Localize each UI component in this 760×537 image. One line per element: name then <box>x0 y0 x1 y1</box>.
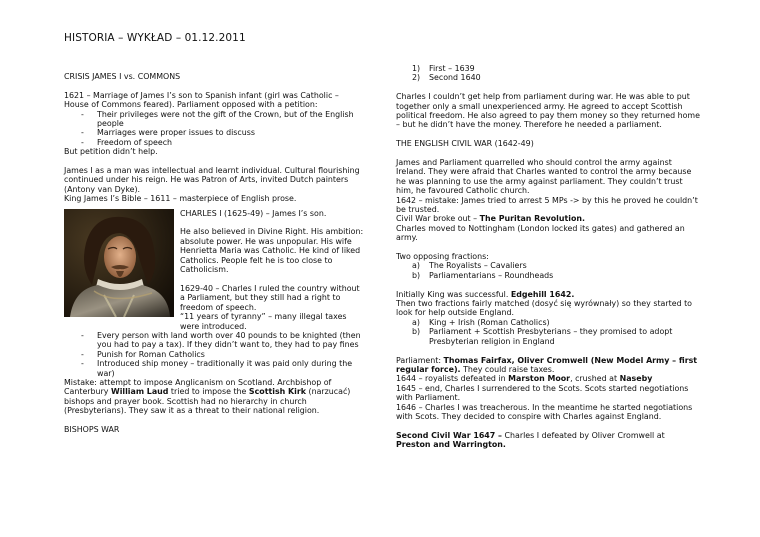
paragraph-treacherous: 1646 – Charles I was treacherous. In the meantime he started negotiations with Scots. They decided to conspire with Charles against England. <box>396 402 693 421</box>
paragraph-bible: King James I’s Bible – 1611 – masterpiece of English prose. <box>64 194 297 204</box>
paragraph-arrest: 1642 – mistake: James tried to arrest 5 MPs -> by this he proved he couldn’t be trusted. <box>396 195 698 215</box>
paragraph-edgehill: Initially King was successful. Edgehill 1642. <box>396 289 575 299</box>
bold-term: Naseby <box>619 374 653 384</box>
list-item: - Punish for Roman Catholics <box>64 350 364 359</box>
paragraph-divine-right: He also believed in Divine Right. His ambition: absolute power. He was unpopular. His wife Henrietta Maria was Catholic. He kind of liked Catholics. People felt he is too close to Catholicism. <box>180 227 364 275</box>
list-item: 1) First – 1639 <box>412 64 475 73</box>
list-item: - Freedom of speech <box>64 138 364 147</box>
paragraph-mistake: Mistake: attempt to impose Anglicanism on Scotland. Archbishop of Canterbury William Laud tried to impose the Scottish Kirk (narzucać) bishops and prayer book. Scottish had no hierarchy in church (Presbyterians). They saw it as a threat to their national religion. <box>64 377 351 416</box>
charles-text <box>180 209 364 331</box>
section-heading-bishops-war: BISHOPS WAR <box>64 424 120 434</box>
paragraph-broke-out: Civil War broke out – The Puritan Revolution. <box>396 214 585 224</box>
charles-portrait-image <box>64 209 174 317</box>
taxes-list <box>64 331 364 378</box>
list-item: - Marriages were proper issues to discuss <box>64 128 364 137</box>
paragraph-quarrel: James and Parliament quarrelled who should control the army against Ireland. They were afraid that Charles wanted to control the army because he was planning to use the army against parliament. They couldn’t trust him, he favoured Catholic church. <box>396 158 692 196</box>
help-list <box>396 318 700 346</box>
list-item: 2) Second 1640 <box>412 73 481 83</box>
left-column <box>64 72 364 434</box>
paragraph-james: James I as a man was intellectual and learnt individual. Cultural flourishing continued under his reign. He was Patron of Arts, invited Dutch painters (Antony van Dyke). <box>64 166 360 194</box>
section-heading-charles: CHARLES I (1625-49) – James I’s son. <box>180 208 327 218</box>
paragraph-rule-without-parliament: 1629-40 – Charles I ruled the country without a Parliament, but they still had a right to freedom of speech. <box>180 283 360 312</box>
list-item: a) The Royalists – Cavaliers <box>412 261 527 271</box>
paragraph-charles-no-help: Charles I couldn’t get help from parliament during war. He was able to put together only a small unexperienced army. He agreed to accept Scottish political freedom. He also agreed to pay them money so they returned home – but he didn’t have the money. Therefore he needed a parliament. <box>396 92 700 130</box>
right-column <box>396 64 700 450</box>
paragraph-second-civil-war: Second Civil War 1647 – Charles I defeated by Oliver Cromwell at Preston and Warrington. <box>396 430 665 450</box>
bold-term: Edgehill 1642. <box>510 289 575 299</box>
paragraph-fractions-intro: Two opposing fractions: <box>396 252 489 262</box>
paragraph-petition-end: But petition didn’t help. <box>64 147 158 157</box>
list-item: b) Parliament + Scottish Presbyterians – they promised to adopt Presbyterian religion in England <box>412 327 673 346</box>
bishops-wars-list <box>396 64 700 83</box>
paragraph-surrender: 1645 – end, Charles I surrendered to the Scots. Scots started negotiations with Parliament. <box>396 383 689 403</box>
bold-term: Thomas Fairfax, Oliver Cromwell (New Model Army – first regular force). <box>396 355 698 374</box>
section-heading-civil-war: THE ENGLISH CIVIL WAR (1642-49) <box>396 139 534 149</box>
list-item: b) Parliamentarians – Roundheads <box>412 270 554 280</box>
fractions-list <box>396 261 700 280</box>
bold-term: Scottish Kirk <box>248 387 306 397</box>
bold-term: The Puritan Revolution. <box>479 214 585 224</box>
page-title: HISTORIA – WYKŁAD – 01.12.2011 <box>64 32 246 44</box>
petition-list <box>64 110 364 148</box>
list-item: - Every person with land worth over 40 pounds to be knighted (then you had to pay a tax). If they didn’t want to, they had to pay fines <box>64 331 364 350</box>
charles-section <box>64 209 364 331</box>
paragraph-matched: Then two fractions fairly matched (dosyć się wyrównały) so they started to look for help outside England. <box>396 299 693 318</box>
bold-term: Marston Moor <box>508 374 571 384</box>
paragraph-parliament: Parliament: Thomas Fairfax, Oliver Cromwell (New Model Army – first regular force). They could raise taxes. <box>396 355 698 374</box>
paragraph-tyranny: “11 years of tyranny” – many illegal taxes were introduced. <box>180 312 347 331</box>
paragraph-nottingham: Charles moved to Nottingham (London locked its gates) and gathered an army. <box>396 223 685 243</box>
bold-term: Second Civil War 1647 – <box>396 430 502 440</box>
bold-term: William Laud <box>110 387 169 397</box>
paragraph-marston-moor: 1644 – royalists defeated in Marston Moor, crushed at Naseby <box>396 374 653 384</box>
list-item: a) King + Irish (Roman Catholics) <box>412 317 550 327</box>
bold-term: Preston and Warrington. <box>396 440 506 450</box>
list-item: - Their privileges were not the gift of the Crown, but of the English people <box>64 110 364 129</box>
list-item: - Introduced ship money – traditionally it was paid only during the war) <box>64 359 364 378</box>
paragraph-marriage: 1621 – Marriage of James I’s son to Spanish infant (girl was Catholic – House of Commons feared). Parliament opposed with a petition: <box>64 90 339 110</box>
section-heading-crisis: CRISIS JAMES I vs. COMMONS <box>64 72 181 81</box>
